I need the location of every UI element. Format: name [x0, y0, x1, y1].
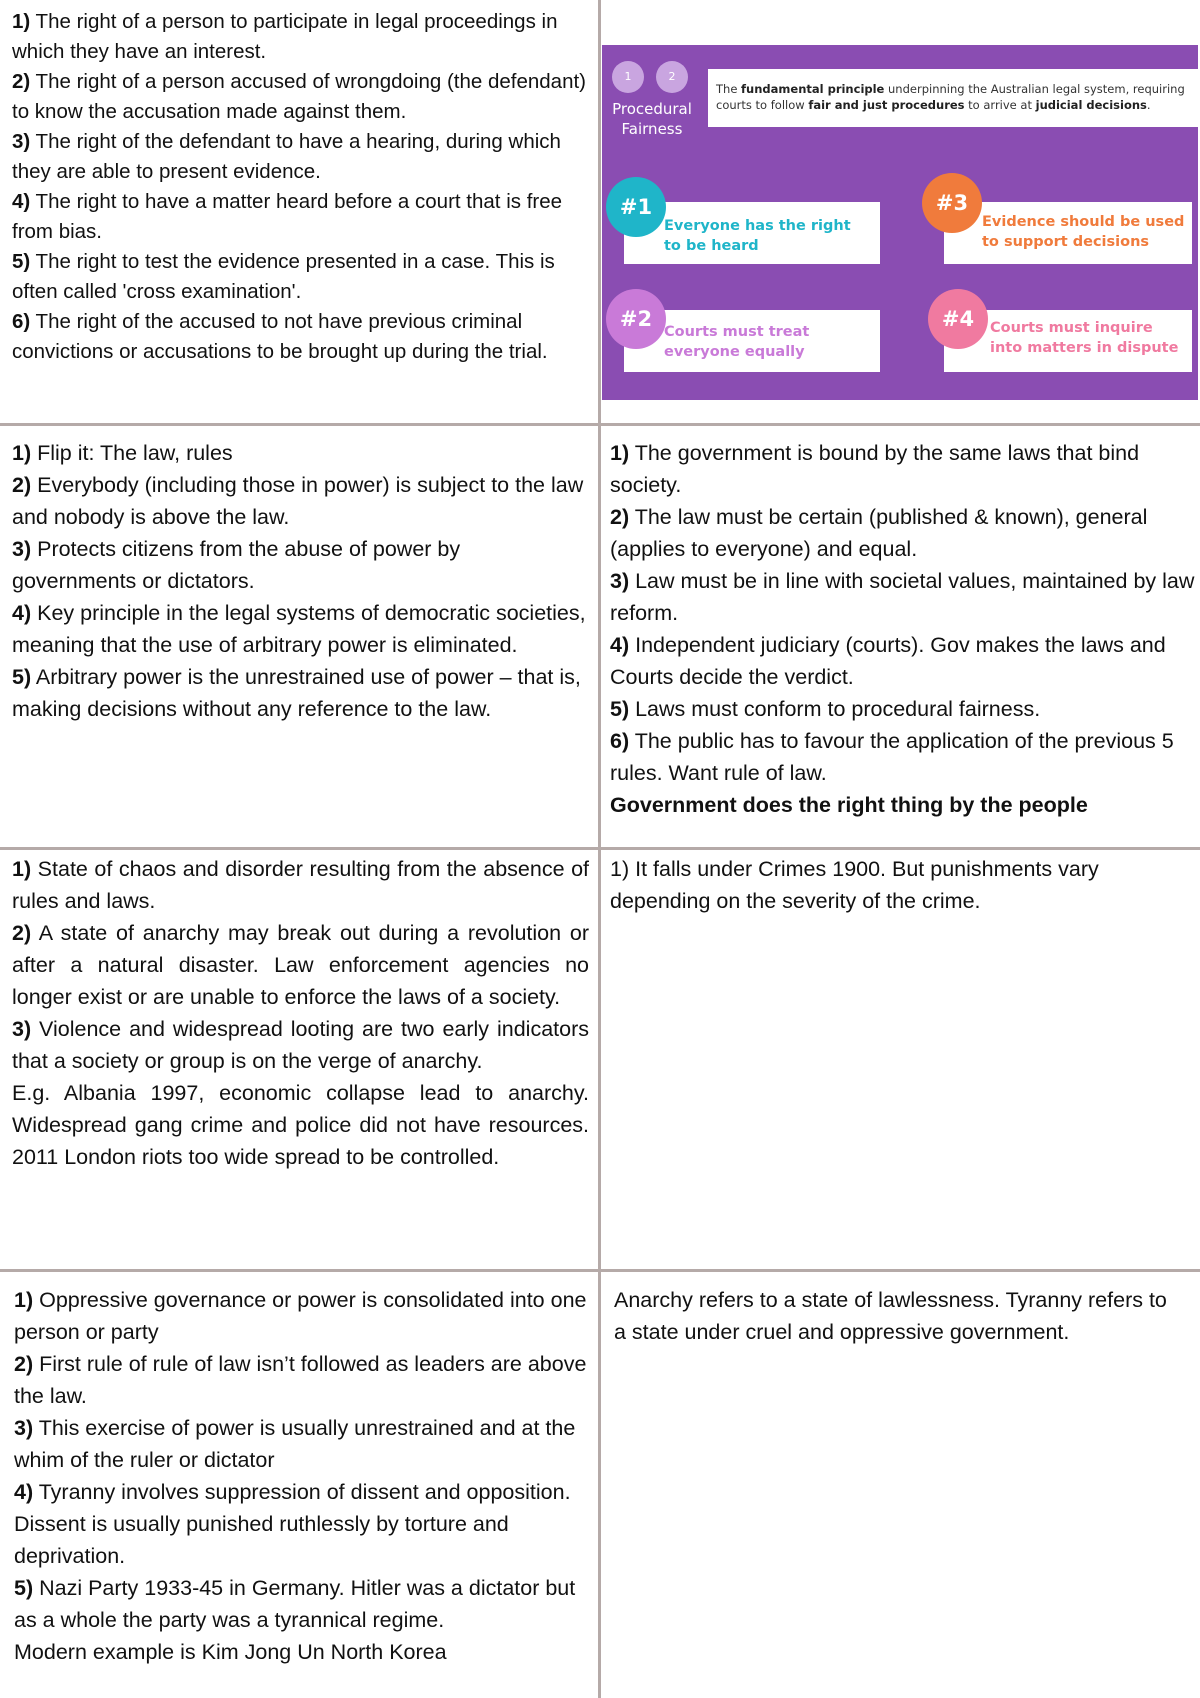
- list-item: 3) This exercise of power is usually unrestrained and at the whim of the ruler or dictator: [14, 1416, 576, 1472]
- row-divider-3: [0, 1269, 1200, 1272]
- principle-card-2: Courts must treat everyone equally: [624, 310, 880, 372]
- summary-statement: Government does the right thing by the people: [610, 793, 1088, 817]
- infographic-title: Procedural Fairness: [612, 100, 692, 138]
- list-item: 2) The law must be certain (published & known), general (applies to everyone) and equal.: [610, 505, 1148, 561]
- principle-card-4: Courts must inquire into matters in dispute: [944, 310, 1192, 372]
- list-item: 6) The public has to favour the application of the previous 5 rules. Want rule of law.: [610, 729, 1174, 785]
- list-item: 3) Protects citizens from the abuse of power by governments or dictators.: [12, 537, 461, 593]
- anarchy-vs-tyranny-cell: [614, 1284, 1184, 1348]
- list-item: 5) Nazi Party 1933-45 in Germany. Hitler was a dictator but as a whole the party was a tyrannical regime.: [14, 1576, 576, 1632]
- list-item: 2) The right of a person accused of wrongdoing (the defendant) to know the accusation made against them.: [12, 70, 586, 123]
- step-dot: 2: [656, 61, 688, 93]
- list-item: 4) Key principle in the legal systems of democratic societies, meaning that the use of arbitrary power is eliminated.: [12, 601, 586, 657]
- list-item: 4) Independent judiciary (courts). Gov makes the laws and Courts decide the verdict.: [610, 633, 1166, 689]
- badge-2: #2: [606, 289, 666, 349]
- list-item: 5) The right to test the evidence presented in a case. This is often called 'cross examination'.: [12, 250, 555, 303]
- badge-4: #4: [928, 289, 988, 349]
- list-item: 1) The government is bound by the same laws that bind society.: [610, 441, 1140, 497]
- row-divider-1: [0, 423, 1200, 426]
- list-item: 1) It falls under Crimes 1900. But punishments vary depending on the severity of the crime.: [610, 857, 1099, 913]
- tyranny-definition-cell: [14, 1284, 592, 1668]
- list-item: 2) Everybody (including those in power) is subject to the law and nobody is above the law.: [12, 473, 584, 529]
- list-item: 1) State of chaos and disorder resulting from the absence of rules and laws.: [12, 857, 589, 913]
- list-item: 1) The right of a person to participate in legal proceedings in which they have an interest.: [12, 10, 558, 63]
- list-item: 4) The right to have a matter heard before a court that is free from bias.: [12, 190, 563, 243]
- list-item: 2) A state of anarchy may break out during a revolution or after a natural disaster. Law enforcement agencies no longer exist or are unable to enforce the laws of a society.: [12, 921, 589, 1009]
- list-item: 2) First rule of rule of law isn’t followed as leaders are above the law.: [14, 1352, 587, 1408]
- list-item: E.g. Albania 1997, economic collapse lead to anarchy. Widespread gang crime and police did not have resources. 2011 London riots too wide spread to be controlled.: [12, 1081, 589, 1169]
- procedural-fairness-rights-cell: [12, 7, 590, 367]
- principle-card-3: Evidence should be used to support decisions: [944, 202, 1192, 264]
- principle-card-1: Everyone has the right to be heard: [624, 202, 880, 264]
- list-item: 4) Tyranny involves suppression of dissent and opposition. Dissent is usually punished ruthlessly by torture and deprivation.: [14, 1480, 571, 1568]
- anarchy-law-cell: [610, 853, 1170, 917]
- list-item: 5) Arbitrary power is the unrestrained use of power – that is, making decisions without any reference to the law.: [12, 665, 581, 721]
- rule-of-law-principles-cell: [610, 437, 1195, 821]
- list-item: 5) Laws must conform to procedural fairness.: [610, 697, 1041, 721]
- step-dot: 1: [612, 61, 644, 93]
- infographic-description: The fundamental principle underpinning the Australian legal system, requiring courts to follow fair and just procedures to arrive at judicial decisions.: [708, 69, 1198, 127]
- list-item: 1) Oppressive governance or power is consolidated into one person or party: [14, 1288, 587, 1344]
- list-item: 3) The right of the defendant to have a hearing, during which they are able to present evidence.: [12, 130, 561, 183]
- rule-of-law-definition-cell: [12, 437, 590, 725]
- comparison-text: Anarchy refers to a state of lawlessness. Tyranny refers to a state under cruel and oppressive government.: [614, 1288, 1167, 1344]
- badge-1: #1: [606, 177, 666, 237]
- badge-3: #3: [922, 173, 982, 233]
- row-divider-2: [0, 847, 1200, 850]
- list-item: 3) Law must be in line with societal values, maintained by law reform.: [610, 569, 1195, 625]
- list-item: Modern example is Kim Jong Un North Korea: [14, 1640, 447, 1664]
- list-item: 3) Violence and widespread looting are two early indicators that a society or group is on the verge of anarchy.: [12, 1017, 589, 1073]
- anarchy-definition-cell: [12, 853, 589, 1173]
- procedural-fairness-infographic: [602, 45, 1198, 400]
- list-item: 6) The right of the accused to not have previous criminal convictions or accusations to be brought up during the trial.: [12, 310, 548, 363]
- list-item: 1) Flip it: The law, rules: [12, 441, 233, 465]
